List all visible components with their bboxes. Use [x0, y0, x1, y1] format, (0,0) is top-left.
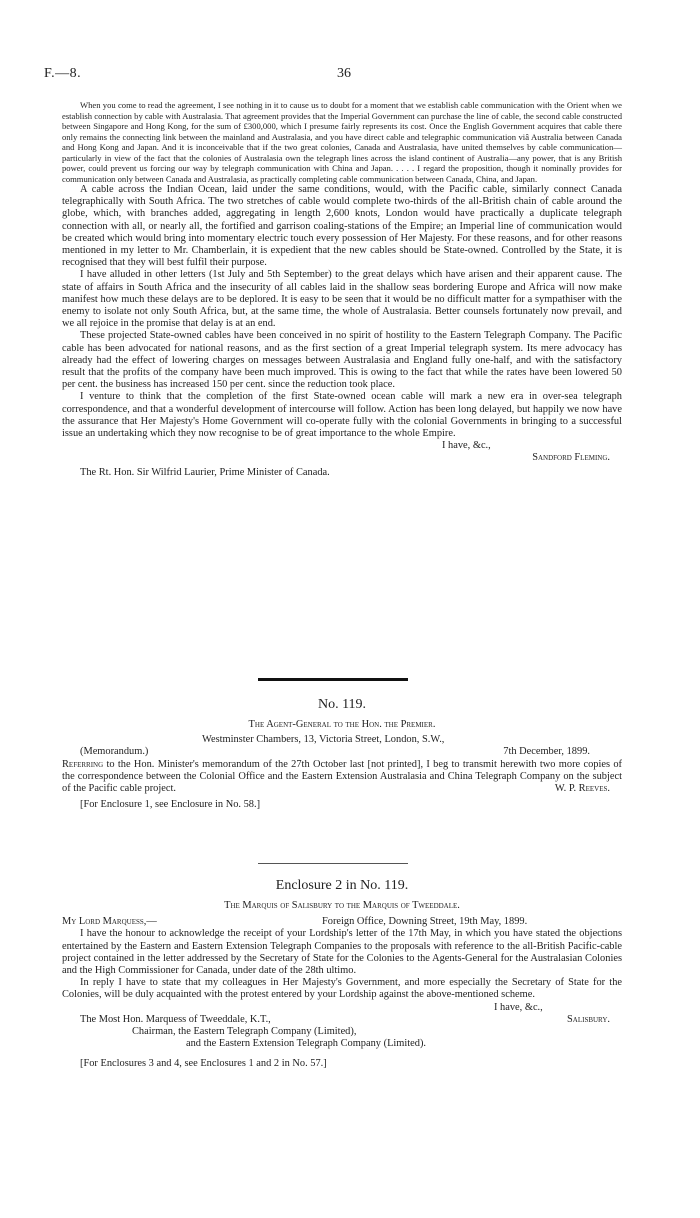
enclosure-section	[62, 878, 622, 1071]
page-number: 36	[337, 66, 351, 81]
signature: W. P. Reeves.	[554, 783, 610, 795]
paragraph: A cable across the Indian Ocean, laid under the same conditions, would, with the Pacific cable, similarly connect Canada telegraphically with South Africa. The two stretches of cable would complete two-thirds of the all-British chain of cable around the globe, which, with branches added, aggregating in length 2,600 knots, London would have practically a duplicate telegraph connection with all, or nearly all, the fortified and garrison coaling-stations of the Empire; an Imperial line of communication would be created which would bring into momentary electric touch every possession of Her Majesty. For these reasons, and for other reasons mentioned in my letter to Mr. Chamberlain, it is expedient that the new cables should be State-owned. Controlled by the State, it is recognised that they will best fulfil their purpose.	[62, 184, 622, 269]
addressee: The Rt. Hon. Sir Wilfrid Laurier, Prime Minister of Canada.	[80, 466, 330, 478]
place-date: Foreign Office, Downing Street, 19th May, 1899.	[322, 916, 528, 928]
date: 7th December, 1899.	[503, 746, 590, 758]
editorial-note: [For Enclosure 1, see Enclosure in No. 58.]	[80, 799, 261, 811]
lead-word: Referring	[62, 758, 104, 770]
paragraph: to the Hon. Minister's memorandum of the 27th October last [not printed], I beg to transmit herewith two more copies of the correspondence between the Colonial Office and the Eastern Extension Australasia and China Telegraph Company on the subject of the Pacific cable project.	[62, 758, 622, 795]
address: Westminster Chambers, 13, Victoria Street, London, S.W.,	[202, 734, 445, 746]
closing: I have, &c.,	[442, 440, 491, 452]
salutation: My Lord Marquess,—	[62, 916, 157, 928]
section-divider	[258, 863, 408, 864]
quoted-speech: When you come to read the agreement, I see nothing in it to cause us to doubt for a moment that we establish cable communication with the Orient when we establish connection by cable with Australasia. That agreement provides that the Imperial Government can purchase the line of cable, the second cable constructed between Singapore and Hong Kong, for the sum of £300,000, which I presume fairly represents its cost. Once the English Government acquires that cable there only remains the connecting link between the mainland and Australasia, and you have direct cable and telegraphic communication viâ Australia between Canada and Hong Kong and Japan. And it is inconceivable that if the two great colonies, Canada and Australasia, have united themselves by cable communication—particularly in view of the fact that the colonies of Australasia own the telegraph lines across the island continent of Australia—any power, that is any British power, could prevent us forcing our way by telegraph communication with China and Japan. . . . . I regard the proposition, though it nominally provides for communication only between Canada and Australasia, as practically completing cable communication between Canada, China, and Japan.	[62, 100, 622, 184]
letter-continuation	[62, 100, 622, 479]
series-reference: F.—8.	[44, 66, 82, 81]
addressee: The Most Hon. Marquess of Tweeddale, K.T.,	[80, 1013, 271, 1025]
closing: I have, &c.,	[494, 1001, 543, 1013]
signature: Sandford Fleming.	[532, 452, 610, 464]
from-to: The Agent-General to the Hon. the Premier.	[248, 719, 436, 730]
memorandum-section	[62, 697, 622, 812]
memo-label: (Memorandum.)	[80, 746, 149, 758]
paragraph: These projected State-owned cables have been conceived in no spirit of hostility to the Eastern Telegraph Company. The Pacific cable has been advocated for national reasons, and as the first section of a great Imperial telegraph system. Its mere advocacy has already had the effect of lowering charges on messages between Australasia and England fully one-half, and with the satisfactory result that the profits of the company have been much improved. This is owing to the fact that while the rates have been lowered 50 per cent. the business has increased 150 per cent. since the reduction took place.	[62, 330, 622, 391]
paragraph: I venture to think that the completion of the first State-owned ocean cable will mark a new era in over-sea telegraph correspondence, and that a wonderful development of intercourse will follow. Action has been long delayed, but happily we now have the assurance that Her Majesty's Home Government will co-operate fully with the colonial Governments in bringing to a successful issue an undertaking which they now recognise to be of great importance to the whole Empire.	[62, 391, 622, 440]
paragraph: In reply I have to state that my colleagues in Her Majesty's Government, and more especially the Secretary of State for the Colonies, will be duly acquainted with the protest entered by your Lordship against the above-mentioned scheme.	[62, 977, 622, 1001]
addressee: Chairman, the Eastern Telegraph Company (Limited),	[132, 1026, 357, 1038]
paragraph: I have the honour to acknowledge the receipt of your Lordship's letter of the 17th May, in which you have stated the objections entertained by the Eastern and Eastern Extension Telegraph Companies to the proposals with reference to the all-British Pacific-cable project contained in the letter addressed by the Secretary of State for the Colonies to the Agents-General for the Australasian Colonies and the High Commissioner for Canada, under date of the 28th ultimo.	[62, 928, 622, 977]
addressee: and the Eastern Extension Telegraph Company (Limited).	[186, 1038, 427, 1050]
section-title: No. 119.	[317, 697, 367, 712]
from-to: The Marquis of Salisbury to the Marquis of Tweeddale.	[224, 900, 460, 911]
editorial-note: [For Enclosures 3 and 4, see Enclosures 1 and 2 in No. 57.]	[80, 1058, 327, 1070]
paragraph: I have alluded in other letters (1st July and 5th September) to the great delays which have arisen and their apparent cause. The state of affairs in South Africa and the insecurity of all cables laid in the shallow seas bordering Europe and Africa will now make manifest how much these delays are to be deplored. It is easy to be seen that it would be no difficult matter for a sympathiser with the enemy to isolate not only South Africa, but, at the same time, the whole of Australasia. Better counsels fortunately now prevail, and we all rejoice in the promise that delay is at an end.	[62, 269, 622, 330]
section-divider	[258, 678, 408, 681]
section-title: Enclosure 2 in No. 119.	[275, 878, 409, 893]
signature: Salisbury.	[567, 1013, 610, 1025]
